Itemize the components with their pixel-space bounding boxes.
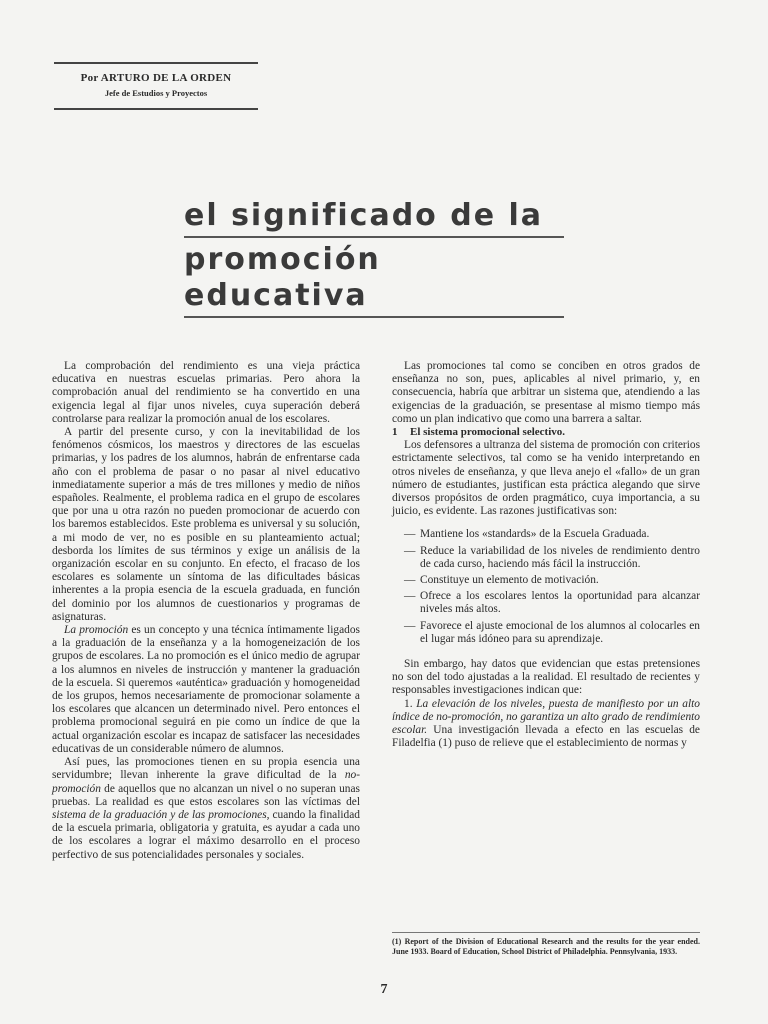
list-item: — Favorece el ajuste emocional de los alumnos al colocarles en el lugar más idóneo para su aprendizaje. (392, 620, 700, 646)
list-number: 1. (404, 697, 417, 710)
title-rule (184, 236, 564, 238)
byline (54, 62, 258, 110)
list-item: — Ofrece a los escolares lentos la oportunidad para alcanzar niveles más altos. (392, 590, 700, 616)
author-role: Jefe de Estudios y Proyectos (104, 88, 208, 98)
title-line-1: el significado de la (184, 198, 544, 233)
right-column (392, 360, 700, 750)
left-column (52, 360, 360, 862)
paragraph-text: Así pues, las promociones tienen en su propia esencia una servidumbre; llevan inherente la grave dificultad de la (52, 756, 360, 782)
emphasis: La elevación de los niveles, puesta de manifiesto por un alto índice de no-promoción, no garantiza un alto grado de rendimiento escolar. (392, 697, 701, 737)
paragraph-text: Una investigación llevada a efecto en las escuelas de Filadelfia (1) puso de relieve que el establecimiento de normas y (392, 724, 700, 750)
paragraph-text: cuando la finalidad de la escuela primaria, obligatoria y gratuita, es ayudar a cada uno de los escolares a lograr el máximo desarrollo en el proceso perfectivo de sus potencialidades personales y sociales. (52, 808, 360, 861)
paragraph: A partir del presente curso, y con la inevitabilidad de los fenómenos cósmicos, los maestros y directores de las escuelas primarias, y los padres de los alumnos, habrán de enfrentarse cada año con el problema de pasar o no pasar al nivel educativo inmediatamente superior a más de tres millones y medio de niños españoles. Realmente, el problema radica en el grupo de escolares que por una u otra razón no pueden promocionar de acuerdo con los baremos establecidos. Este problema es universal y su solución, a mi modo de ver, no es posible en su planteamiento actual; desborda los límites de sus términos y exige un análisis de la organización escolar en su conjunto. En efecto, el fracaso de los escolares es solamente un síntoma de las dificultades básicas inherentes a la propia esencia de la escuela graduada, en función del dominio por los alumnos de cuestionarios y programas de asignaturas. (52, 426, 360, 623)
list-item: — Mantiene los «standards» de la Escuela Graduada. (392, 528, 700, 541)
list-item: — Constituye un elemento de motivación. (392, 574, 700, 587)
page-number: 7 (380, 982, 388, 997)
paragraph (52, 756, 360, 862)
article-title (184, 198, 564, 322)
title-line-2: promoción educativa (184, 242, 381, 313)
emphasis: no-promoción (52, 769, 360, 795)
paragraph: Sin embargo, hay datos que evidencian que estas pretensiones no son del todo ajustadas a la realidad. El resultado de recientes y responsables investigaciones indican que: (392, 658, 700, 697)
reasons-list (392, 528, 700, 646)
title-rule (184, 316, 564, 318)
bleed-through-text (596, 60, 696, 140)
paragraph: Las promociones tal como se conciben en otros grados de enseñanza no son, pues, aplicables al nivel primario, y, en consecuencia, habría que arbitrar un sistema que, atendiendo a las exigencias de la graduación, se presentase al mismo tiempo más como un plan indicativo que como una barrera a saltar. (392, 360, 700, 425)
footnote: (1) Report of the Division of Educational Research and the results for the year ended. June 1933. Board of Education, School District of Philadelphia. Pennsylvania, 1933. (392, 932, 700, 956)
section-title: El sistema promocional selectivo. (410, 426, 565, 439)
section-heading (392, 426, 700, 439)
emphasis: La promoción (64, 624, 129, 637)
paragraph: La comprobación del rendimiento es una vieja práctica educativa en nuestras escuelas primarias. Pero ahora la comprobación anual del rendimiento se ha convertido en una exigencia legal al fijar unos niveles, cuya superación deberá controlarse para realizar la promoción anual de los escolares. (52, 360, 360, 425)
emphasis: sistema de la graduación y de las promociones, (52, 808, 270, 821)
author-name: Por ARTURO DE LA ORDEN (80, 72, 232, 84)
paragraph (392, 698, 700, 751)
paragraph-text: es un concepto y una técnica íntimamente ligados a la graduación de la enseñanza y a la homogeneización de los grupos de escolares. La no promoción es el único medio de agrupar a los alumnos en niveles de instrucción y mantener la graduación de la escuela. Si queremos «auténtica» graduación y homogeneidad de los grupos, hemos necesariamente de promocionar solamente a los escolares que alcancen un determinado nivel. Pero entonces el problema promocional seguirá en pie como un índice de que la actual organización escolar es incapaz de satisfacer las necesidades educativas de un considerable número de alumnos. (52, 624, 360, 755)
section-number: 1 (392, 426, 398, 439)
paragraph (52, 624, 360, 756)
list-item: — Reduce la variabilidad de los niveles de rendimiento dentro de cada curso, haciendo más fácil la instrucción. (392, 545, 700, 571)
paragraph-text: de aquellos que no alcanzan un nivel o no superan unas pruebas. La realidad es que estos escolares son las víctimas del (52, 782, 360, 808)
paragraph: Los defensores a ultranza del sistema de promoción con criterios estrictamente selectivos, tal como se ha venido interpretando en otros niveles de enseñanza, y que lleva anejo el «fallo» de un gran número de estudiantes, justifican esta práctica alegando que sirve diversos propósitos de orden pragmático, cuya importancia, a su juicio, es evidente. Las razones justificativas son: (392, 439, 700, 518)
